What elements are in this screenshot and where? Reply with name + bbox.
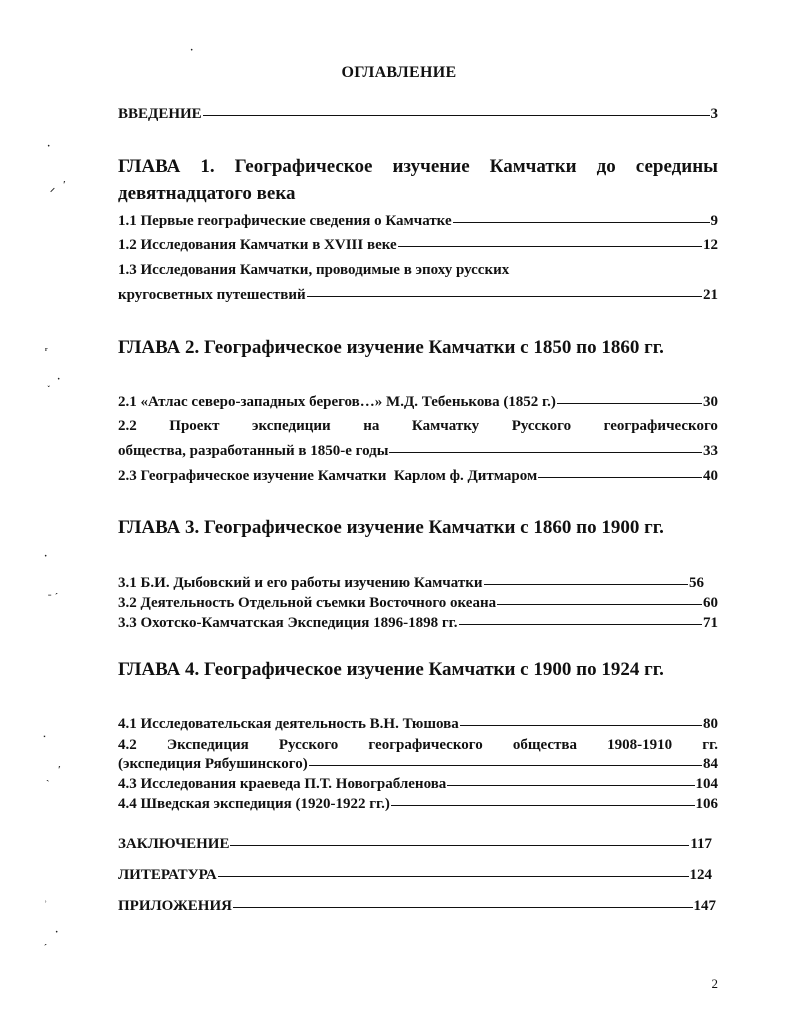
chapter-4-heading[interactable]: ГЛАВА 4. Географическое изучение Камчатки с 1900 по 1924 гг. (118, 659, 664, 680)
scan-speck: ˗ (48, 589, 52, 600)
entry-word: Экспедиция (166, 737, 249, 753)
entry-word: Русского (278, 737, 339, 753)
toc-entry-3-1[interactable] (118, 575, 718, 592)
toc-page: 147 (693, 898, 716, 914)
chapter-3-heading[interactable]: ГЛАВА 3. Географическое изучение Камчатки с 1860 по 1900 гг. (118, 517, 664, 538)
toc-leader (391, 805, 695, 806)
scan-speck: ˎ (46, 771, 50, 782)
heading-word: 1. (200, 156, 215, 177)
toc-entry-1-3-cont[interactable] (118, 287, 718, 304)
toc-leader (557, 403, 702, 404)
toc-leader (460, 725, 702, 726)
toc-entry-3-2[interactable] (118, 595, 718, 612)
toc-entry-2-3[interactable] (118, 468, 718, 485)
toc-leader (389, 452, 702, 453)
entry-word: Русского (511, 418, 572, 434)
scan-speck: · (55, 927, 59, 938)
toc-entry-intro[interactable] (118, 106, 718, 123)
toc-label: ЛИТЕРАТУРА (118, 867, 217, 883)
toc-entry-4-1[interactable] (118, 716, 718, 733)
toc-leader (484, 584, 688, 585)
scan-speck: · (190, 45, 194, 56)
scan-speck: ᵣ (45, 342, 48, 353)
toc-page: 56 (689, 575, 704, 591)
heading-word: Камчатки (489, 156, 577, 177)
toc-label: кругосветных путешествий (118, 287, 306, 303)
chapter-1-heading[interactable] (118, 156, 718, 178)
entry-word: географического (368, 737, 483, 753)
toc-entry-1-3[interactable]: 1.3 Исследования Камчатки, проводимые в эпоху русских (118, 262, 510, 278)
toc-page: 3 (710, 106, 718, 122)
heading-word: ГЛАВА (118, 156, 181, 177)
toc-leader (218, 876, 689, 877)
toc-label: 3.2 Деятельность Отдельной съемки Восточного океана (118, 595, 497, 611)
entry-word: на (363, 418, 380, 434)
entry-word: Камчатку (411, 418, 480, 434)
toc-leader (309, 765, 702, 766)
toc-label: 4.3 Исследования краеведа П.Т. Новограбленова (118, 776, 447, 792)
toc-entry-appendix[interactable] (118, 898, 716, 915)
toc-page: 84 (703, 756, 718, 772)
toc-leader (307, 296, 702, 297)
entry-word: 1908-1910 (607, 737, 673, 753)
page-number: 2 (711, 976, 718, 991)
entry-word: географического (603, 418, 718, 434)
toc-page: 106 (695, 796, 718, 812)
toc-label: 4.1 Исследовательская деятельность В.Н. Тюшова (118, 716, 459, 732)
toc-label: общества, разработанный в 1850-е годы (118, 443, 389, 459)
toc-label: 1.2 Исследования Камчатки в XVIII веке (118, 237, 397, 253)
entry-word: экспедиции (252, 418, 331, 434)
toc-entry-1-1[interactable] (118, 213, 718, 230)
toc-leader (230, 845, 689, 846)
page-title: ОГЛАВЛЕНИЕ (341, 64, 457, 81)
toc-entry-conclusion[interactable] (118, 836, 712, 853)
toc-label: 2.3 Географическое изучение Камчатки Карлом ф. Дитмаром (118, 468, 538, 484)
scan-speck: ˏ (55, 584, 59, 595)
toc-page: 12 (703, 237, 718, 253)
heading-word: до (596, 156, 616, 177)
scan-speck: ʹ (63, 180, 66, 191)
toc-leader (233, 907, 693, 908)
toc-entry-3-3[interactable] (118, 615, 718, 632)
toc-label: ВВЕДЕНИЕ (118, 106, 202, 122)
toc-entry-2-1[interactable] (118, 394, 718, 411)
entry-word: Проект (169, 418, 220, 434)
heading-word: Географическое (234, 156, 373, 177)
toc-page: 124 (689, 867, 712, 883)
toc-label: 1.1 Первые географические сведения о Камчатке (118, 213, 452, 229)
scan-speck: ᐧ (43, 732, 46, 743)
scan-speck: · (44, 551, 48, 562)
toc-entry-4-2[interactable] (118, 737, 718, 754)
entry-word: 2.2 (118, 418, 137, 434)
toc-page: 60 (703, 595, 718, 611)
toc-entry-1-2[interactable] (118, 237, 718, 254)
toc-page: 80 (703, 716, 718, 732)
toc-page: 30 (703, 394, 718, 410)
entry-word: общества (512, 737, 577, 753)
chapter-2-heading[interactable]: ГЛАВА 2. Географическое изучение Камчатки с 1850 по 1860 гг. (118, 337, 664, 358)
toc-label: 4.4 Шведская экспедиция (1920-1922 гг.) (118, 796, 390, 812)
toc-page: 33 (703, 443, 718, 459)
toc-page: 71 (703, 615, 718, 631)
toc-label: ЗАКЛЮЧЕНИЕ (118, 836, 230, 852)
chapter-1-heading-cont: девятнадцатого века (118, 183, 296, 204)
scan-speck: ʹ (58, 765, 61, 776)
toc-entry-2-2-cont[interactable] (118, 443, 718, 460)
toc-entry-4-2-cont[interactable] (118, 756, 718, 773)
entry-word: 4.2 (118, 737, 137, 753)
toc-leader (398, 246, 702, 247)
scan-speck: · (57, 374, 61, 385)
toc-label: 3.1 Б.И. Дыбовский и его работы изучению Камчатки (118, 575, 483, 591)
toc-page: 117 (690, 836, 712, 852)
heading-word: середины (635, 156, 718, 177)
toc-page: 40 (703, 468, 718, 484)
scan-speck: ˯ (47, 377, 51, 388)
toc-entry-2-2[interactable] (118, 418, 718, 435)
scan-speck: ˒ (44, 895, 48, 906)
toc-label: 2.1 «Атлас северо-западных берегов…» М.Д. Тебенькова (1852 г.) (118, 394, 556, 410)
entry-word: гг. (702, 737, 718, 753)
toc-entry-literature[interactable] (118, 867, 712, 884)
toc-leader (497, 604, 702, 605)
toc-leader (203, 115, 710, 116)
toc-page: 9 (710, 213, 718, 229)
toc-page: 104 (695, 776, 718, 792)
toc-leader (538, 477, 702, 478)
toc-label: 3.3 Охотско-Камчатская Экспедиция 1896-1898 гг. (118, 615, 458, 631)
scan-speck: · (47, 141, 51, 152)
heading-word: изучение (392, 156, 470, 177)
toc-leader (447, 785, 694, 786)
toc-leader (453, 222, 710, 223)
toc-entry-4-4[interactable] (118, 796, 718, 813)
toc-label: (экспедиция Рябушинского) (118, 756, 308, 772)
toc-label: ПРИЛОЖЕНИЯ (118, 898, 232, 914)
toc-page: 21 (703, 287, 718, 303)
toc-leader (459, 624, 702, 625)
scan-speck: ⸝ (50, 183, 55, 194)
toc-entry-4-3[interactable] (118, 776, 718, 793)
scan-speck: ˏ (44, 935, 48, 946)
